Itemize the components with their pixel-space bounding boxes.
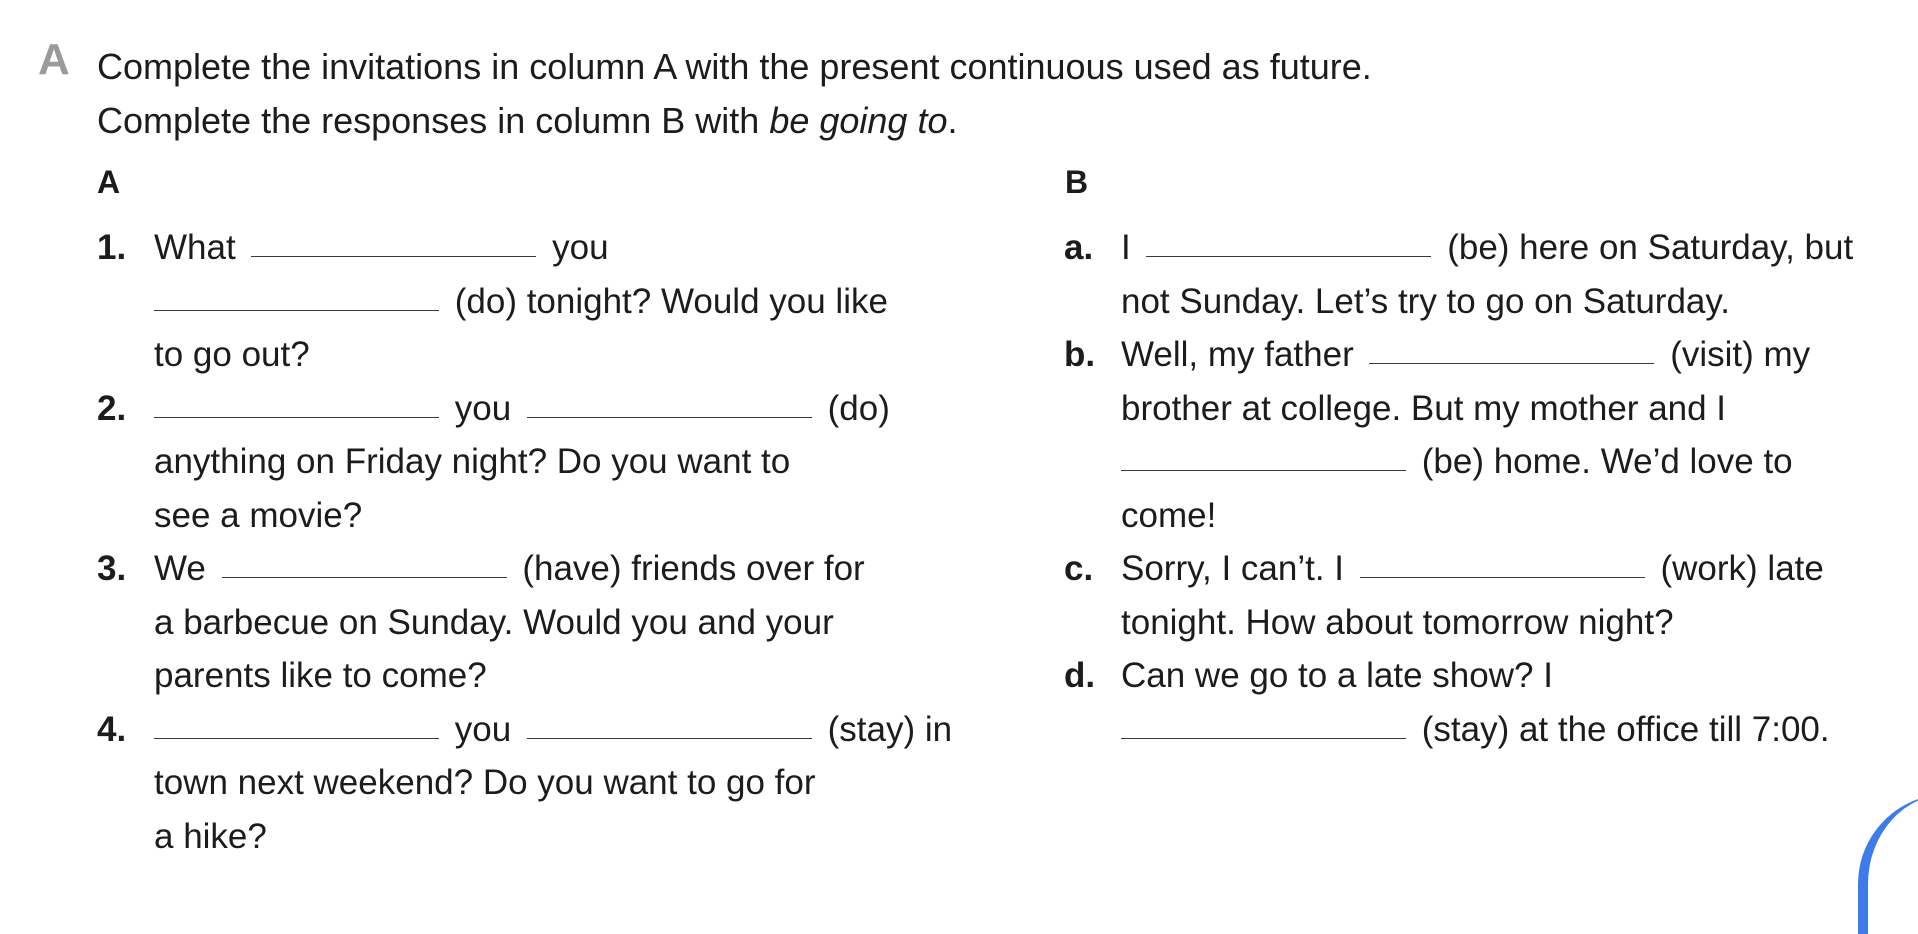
answer-blank[interactable] [222,576,507,578]
instruction-line-2-italic: be going to [769,100,948,141]
item-line [154,382,952,436]
item-text: (work) late [1660,549,1824,588]
instructions [97,40,1372,148]
column-b [1064,221,1853,756]
item-line [154,703,952,757]
item-letter: a. [1064,228,1094,267]
answer-blank[interactable] [1121,469,1406,471]
item-text: (be) home. We’d love to [1421,442,1793,481]
item-a-2 [97,382,952,543]
item-line: not Sunday. Let’s try to go on Saturday. [1121,281,1730,321]
item-number: 4. [97,709,127,749]
answer-blank[interactable] [1121,737,1406,739]
item-line: tonight. How about tomorrow night? [1121,602,1674,642]
item-letter: d. [1064,656,1096,695]
item-a-1 [97,221,952,382]
item-line [154,275,952,329]
column-a-header: A [97,164,121,200]
item-text: We [154,549,206,588]
item-b-b [1064,328,1853,542]
item-text: (be) here on Saturday, but [1447,228,1854,267]
item-line: to go out? [154,335,310,374]
item-b-d [1064,649,1853,756]
item-number: 2. [97,388,127,428]
answer-blank[interactable] [154,737,439,739]
answer-blank[interactable] [527,737,812,739]
item-line [1121,542,1853,596]
item-letter: b. [1064,335,1096,374]
instruction-line-1: Complete the invitations in column A with the present continuous used as future. [97,46,1372,87]
instruction-line-2-suffix: . [947,100,958,141]
item-line: come! [1121,495,1217,535]
instruction-line-2 [97,94,1372,148]
answer-blank[interactable] [1360,576,1645,578]
item-text: What [154,228,236,267]
item-line [154,221,952,275]
item-text: (stay) in [827,709,953,749]
item-b-c [1064,542,1853,649]
item-text: Sorry, I can’t. I [1121,549,1345,588]
item-letter: c. [1064,549,1094,588]
item-number: 3. [97,549,127,588]
column-a [97,221,952,863]
item-text: I [1121,228,1131,267]
item-line: town next weekend? Do you want to go for [154,763,816,802]
item-line [154,542,952,596]
item-line: a barbecue on Sunday. Would you and your [154,602,834,642]
item-text: Well, my father [1121,335,1354,374]
item-b-a [1064,221,1853,328]
item-text: (visit) my [1670,335,1811,374]
item-text: (do) [827,388,890,428]
corner-decoration [1858,794,1918,934]
answer-blank[interactable] [1146,255,1431,257]
item-text: you [454,388,512,428]
item-text: (have) friends over for [522,549,865,588]
column-b-header: B [1065,164,1089,200]
answer-blank[interactable] [154,416,439,418]
answer-blank[interactable] [251,255,536,257]
item-line [1121,221,1853,275]
item-line [1121,435,1853,489]
item-line: parents like to come? [154,656,487,695]
item-line: see a movie? [154,495,363,535]
exercise-letter: A [38,35,70,84]
item-line: anything on Friday night? Do you want to [154,442,791,481]
item-line: a hike? [154,816,267,856]
answer-blank[interactable] [154,309,439,311]
item-text: (do) tonight? Would you like [454,281,888,321]
item-text: you [552,228,609,267]
item-a-4 [97,703,952,864]
item-line: Can we go to a late show? I [1121,656,1553,695]
item-line [1121,328,1853,382]
item-text: you [454,709,512,749]
item-a-3 [97,542,952,703]
instruction-line-2-prefix: Complete the responses in column B with [97,100,770,141]
answer-blank[interactable] [527,416,812,418]
item-line [1121,703,1853,757]
item-line: brother at college. But my mother and I [1121,388,1727,428]
item-text: (stay) at the office till 7:00. [1421,709,1830,749]
answer-blank[interactable] [1369,362,1654,364]
item-number: 1. [97,228,127,267]
